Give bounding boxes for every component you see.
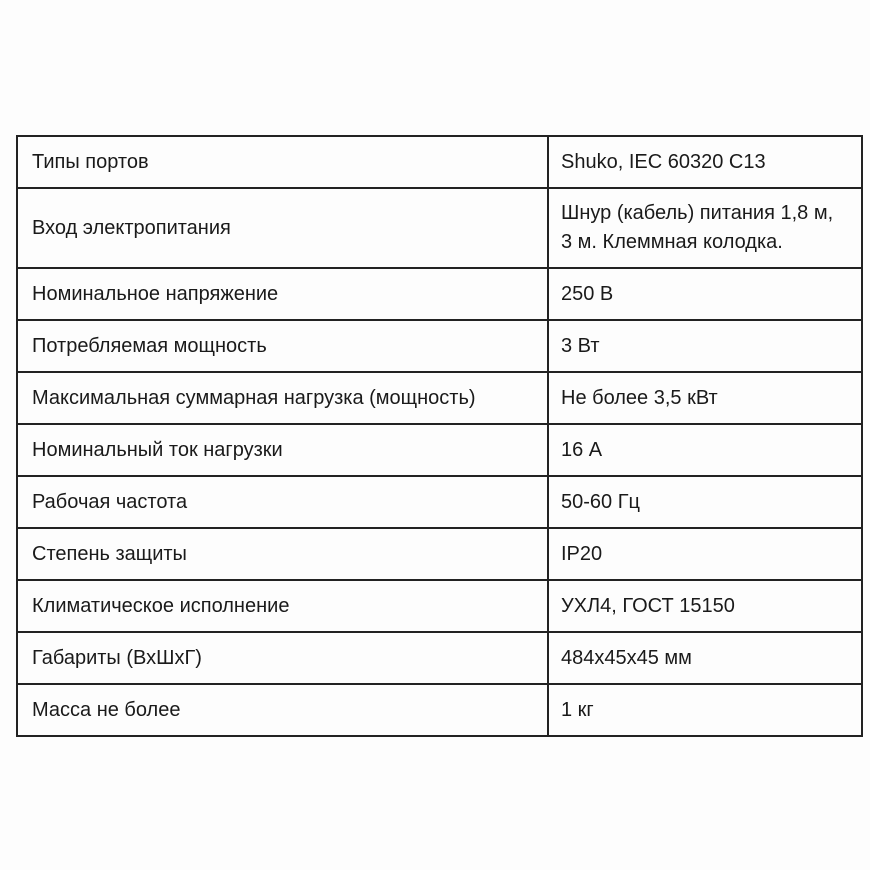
table-row <box>17 528 862 580</box>
param-cell: Вход электропитания <box>17 188 548 268</box>
value-cell: 16 А <box>548 424 862 476</box>
table-row <box>17 580 862 632</box>
value-cell: IP20 <box>548 528 862 580</box>
param-cell: Степень защиты <box>17 528 548 580</box>
value-cell: 484х45х45 мм <box>548 632 862 684</box>
param-cell: Типы портов <box>17 136 548 188</box>
table-row <box>17 188 862 268</box>
param-cell: Максимальная суммарная нагрузка (мощность) <box>17 372 548 424</box>
table-row <box>17 424 862 476</box>
table-row <box>17 320 862 372</box>
table-row <box>17 136 862 188</box>
param-cell: Климатическое исполнение <box>17 580 548 632</box>
param-cell: Потребляемая мощность <box>17 320 548 372</box>
param-cell: Масса не более <box>17 684 548 736</box>
value-cell: Не более 3,5 кВт <box>548 372 862 424</box>
value-cell: УХЛ4, ГОСТ 15150 <box>548 580 862 632</box>
table-row <box>17 372 862 424</box>
param-cell: Номинальное напряжение <box>17 268 548 320</box>
specifications-table <box>16 135 863 737</box>
value-cell: Shuko, IEC 60320 C13 <box>548 136 862 188</box>
value-cell: Шнур (кабель) питания 1,8 м, 3 м. Клеммная колодка. <box>548 188 862 268</box>
table-row <box>17 684 862 736</box>
param-cell: Номинальный ток нагрузки <box>17 424 548 476</box>
value-cell: 50-60 Гц <box>548 476 862 528</box>
param-cell: Рабочая частота <box>17 476 548 528</box>
table-row <box>17 476 862 528</box>
value-cell: 3 Вт <box>548 320 862 372</box>
param-cell: Габариты (ВхШхГ) <box>17 632 548 684</box>
table-row <box>17 632 862 684</box>
value-cell: 250 В <box>548 268 862 320</box>
value-cell: 1 кг <box>548 684 862 736</box>
table-row <box>17 268 862 320</box>
